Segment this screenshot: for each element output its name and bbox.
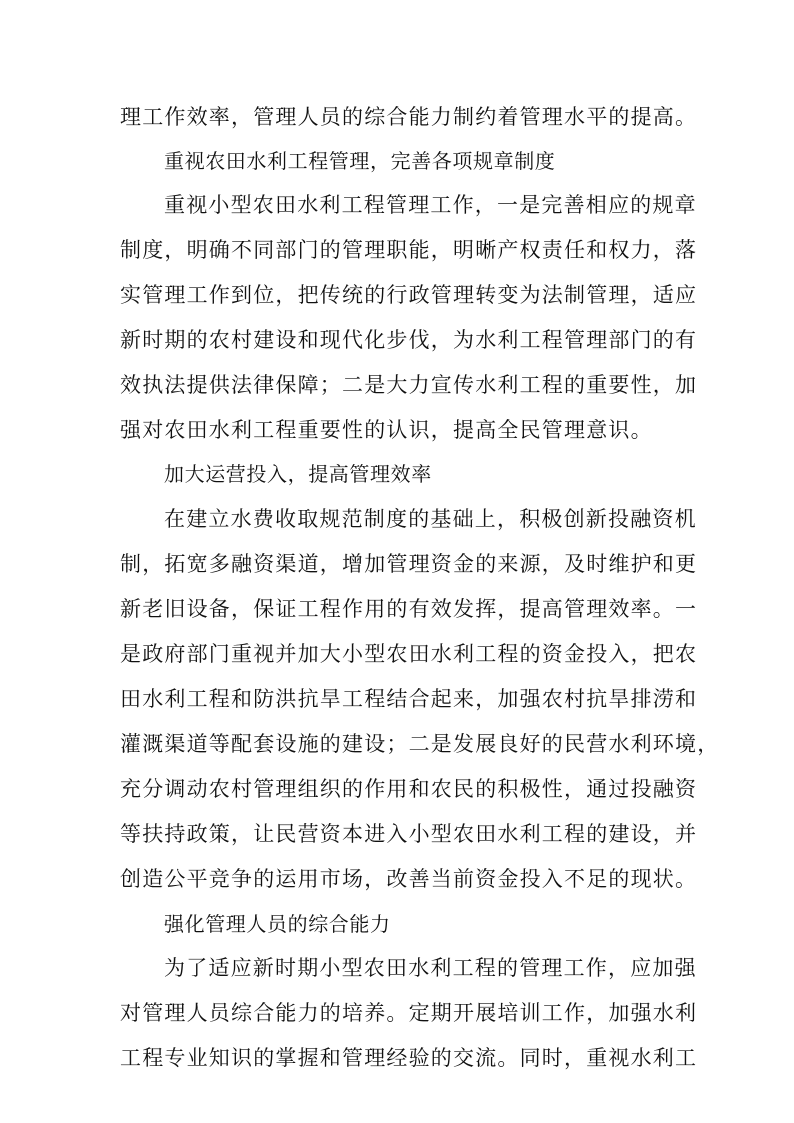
text-line: 新时期的农村建设和现代化步伐，为水利工程管理部门的有: [120, 328, 698, 352]
text-line: 新老旧设备，保证工程作用的有效发挥，提高管理效率。一: [120, 597, 698, 621]
text-line: 充分调动农村管理组织的作用和农民的积极性，通过投融资: [120, 777, 698, 801]
section-heading: 加大运营投入，提高管理效率: [164, 462, 432, 486]
text-line: 工程专业知识的掌握和管理经验的交流。同时，重视水利工: [120, 1046, 698, 1070]
text-line: 强对农田水利工程重要性的认识，提高全民管理意识。: [120, 418, 653, 442]
section-heading: 重视农田水利工程管理，完善各项规章制度: [164, 149, 556, 173]
text-line: 创造公平竞争的运用市场，改善当前资金投入不足的现状。: [120, 867, 698, 891]
text-line: 等扶持政策，让民营资本进入小型农田水利工程的建设，并: [120, 822, 698, 846]
text-line: 重视小型农田水利工程管理工作，一是完善相应的规章: [164, 193, 697, 217]
text-line: 在建立水费收取规范制度的基础上，积极创新投融资机: [164, 507, 697, 531]
text-line: 田水利工程和防洪抗旱工程结合起来，加强农村抗旱排涝和: [120, 687, 698, 711]
text-line: 为了适应新时期小型农田水利工程的管理工作，应加强: [164, 956, 697, 980]
text-line: 是政府部门重视并加大小型农田水利工程的资金投入，把农: [120, 642, 698, 666]
text-line: 效执法提供法律保障；二是大力宣传水利工程的重要性，加: [120, 373, 698, 397]
text-line: 制，拓宽多融资渠道，增加管理资金的来源，及时维护和更: [120, 552, 698, 576]
text-line: 理工作效率，管理人员的综合能力制约着管理水平的提高。: [120, 105, 698, 129]
text-line: 制度，明确不同部门的管理职能，明晰产权责任和权力，落: [120, 238, 698, 262]
text-line: 实管理工作到位，把传统的行政管理转变为法制管理，适应: [120, 283, 698, 307]
text-line: 对管理人员综合能力的培养。定期开展培训工作，加强水利: [120, 1001, 698, 1025]
section-heading: 强化管理人员的综合能力: [164, 912, 391, 936]
text-line: 灌溉渠道等配套设施的建设；二是发展良好的民营水利环境，: [120, 732, 720, 756]
